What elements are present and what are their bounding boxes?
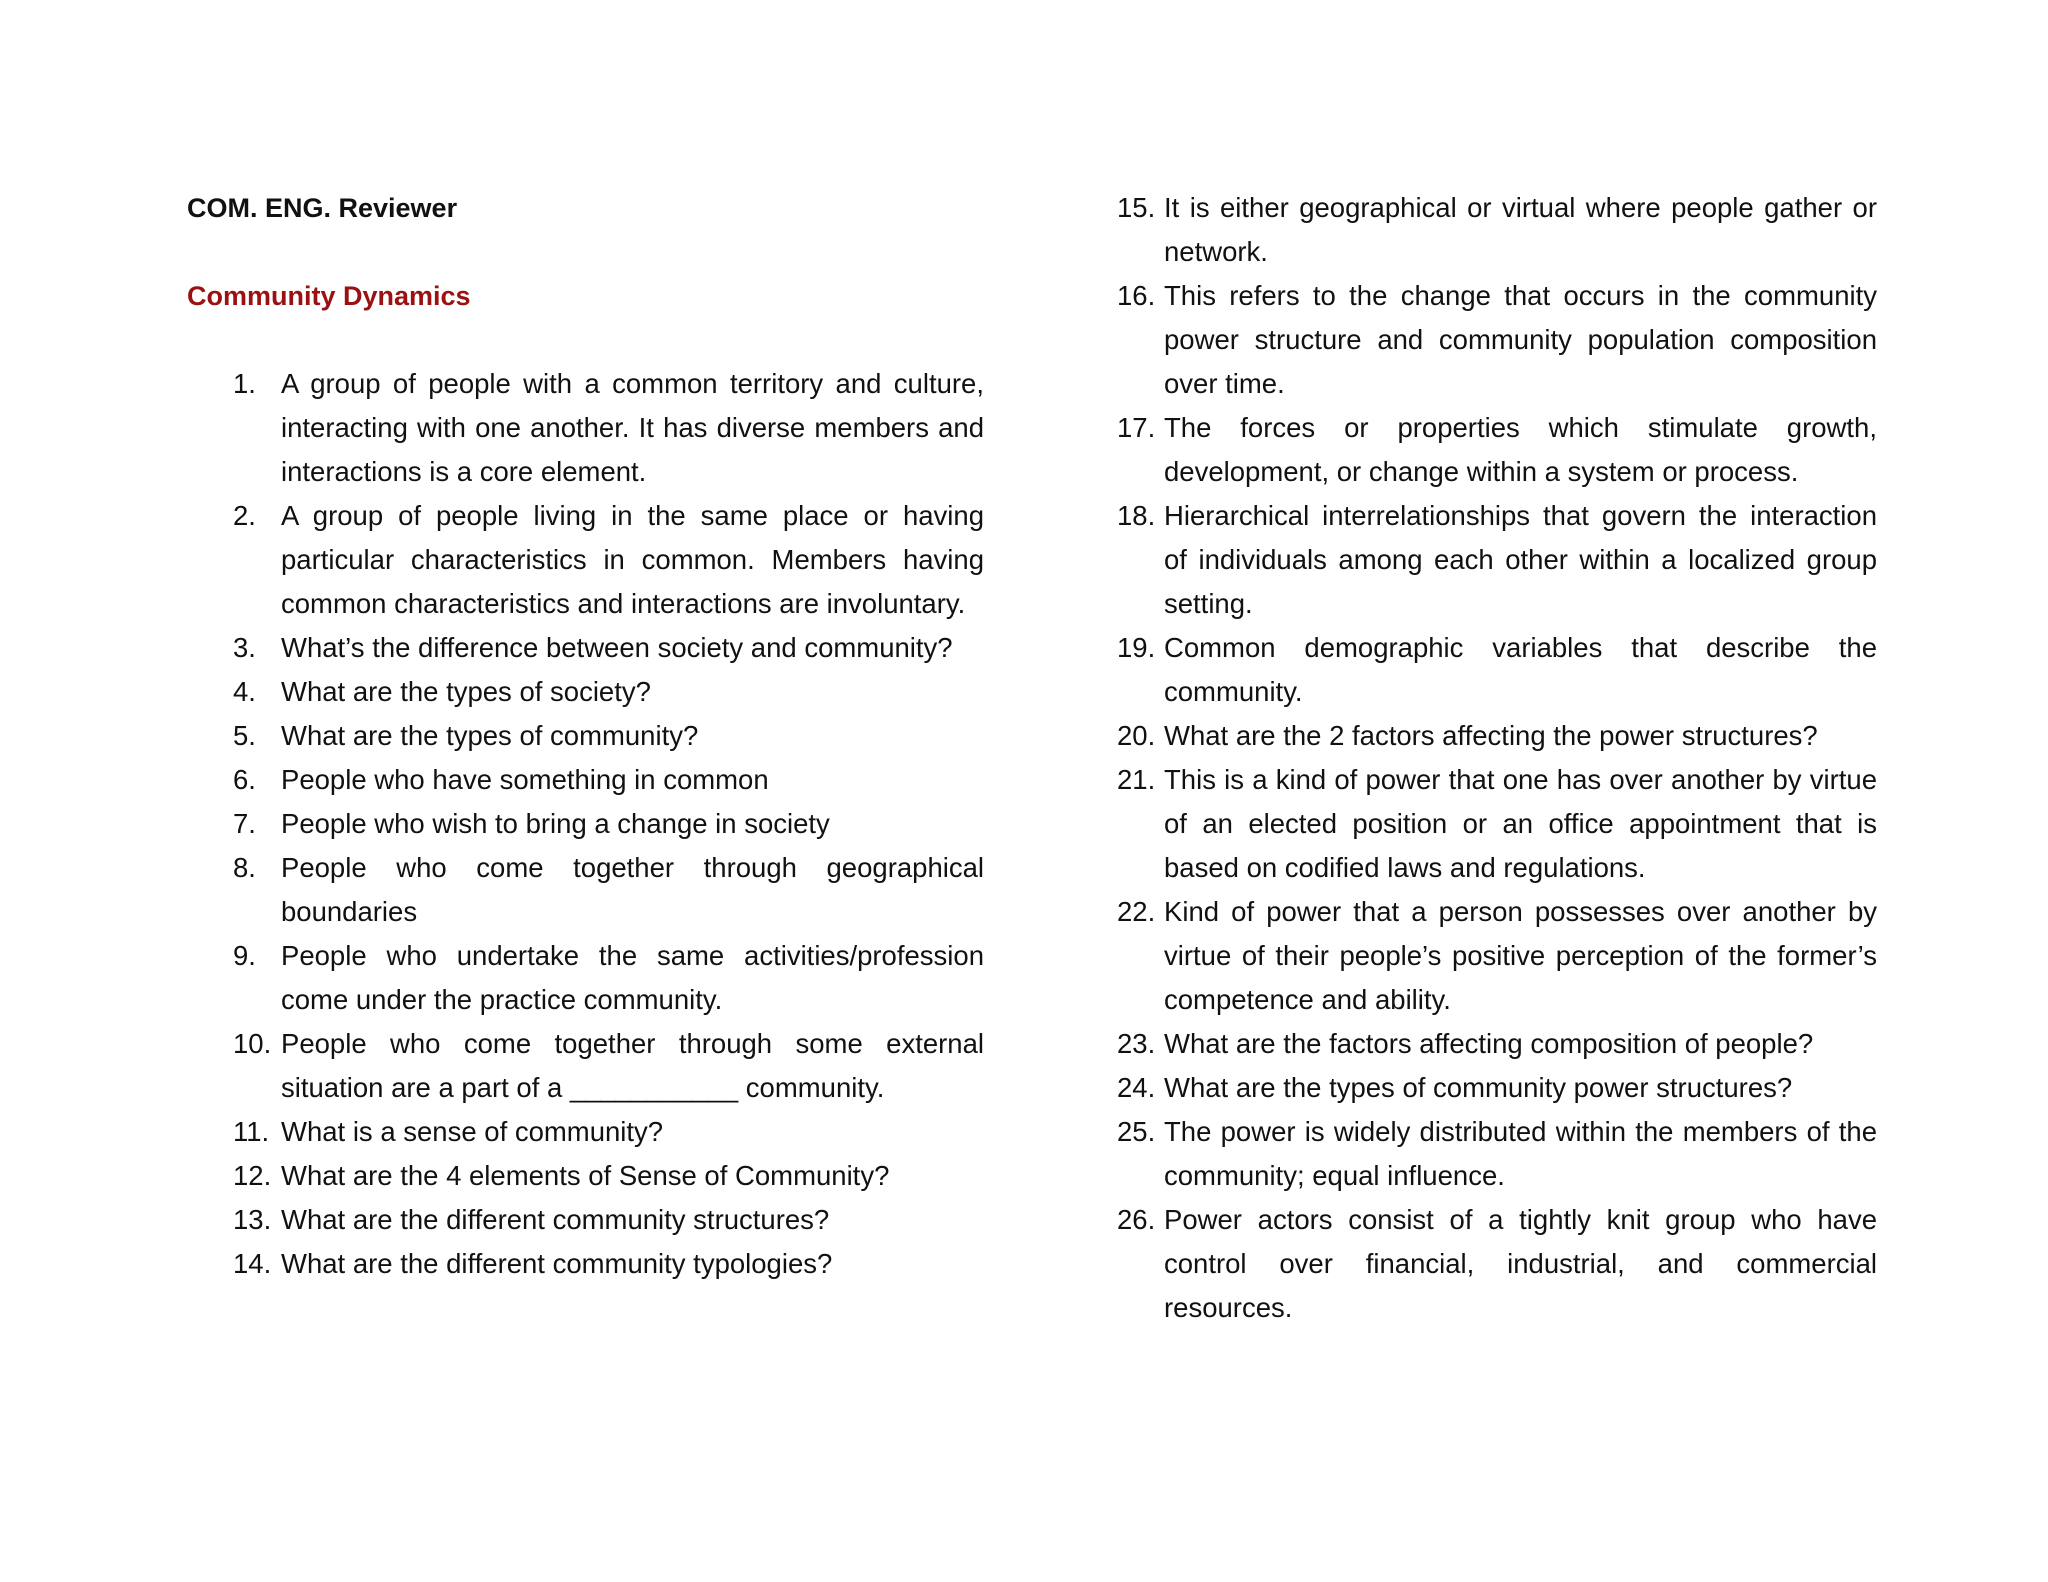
- question-number: 24.: [1117, 1072, 1156, 1103]
- question-text: People who wish to bring a change in society: [281, 808, 830, 839]
- question-number: 10.: [233, 1028, 272, 1059]
- question-item: [1117, 1110, 1877, 1198]
- section-heading: Community Dynamics: [187, 281, 471, 311]
- question-item: [1117, 1198, 1877, 1330]
- question-number: 19.: [1117, 632, 1156, 663]
- question-list-left: [187, 362, 984, 1286]
- question-item: [187, 626, 984, 670]
- question-item: [187, 758, 984, 802]
- question-text: What’s the difference between society and community?: [281, 632, 953, 663]
- question-number: 21.: [1117, 764, 1156, 795]
- question-number: 5.: [233, 720, 256, 751]
- question-item: [187, 1198, 984, 1242]
- question-text: People who come together through some external situation are a part of a ___________ community.: [281, 1028, 984, 1103]
- question-text: What is a sense of community?: [281, 1116, 664, 1147]
- question-number: 3.: [233, 632, 256, 663]
- question-text: What are the types of community power structures?: [1164, 1072, 1793, 1103]
- question-text: What are the factors affecting composition of people?: [1164, 1028, 1814, 1059]
- question-number: 7.: [233, 808, 256, 839]
- question-item: [187, 802, 984, 846]
- question-item: [187, 1022, 984, 1110]
- question-item: [1117, 274, 1877, 406]
- question-number: 22.: [1117, 896, 1156, 927]
- question-text: People who have something in common: [281, 764, 769, 795]
- question-item: [1117, 714, 1877, 758]
- question-text: Kind of power that a person possesses over another by virtue of their people’s positive perception of the former’s competence and ability.: [1164, 896, 1877, 1015]
- question-number: 17.: [1117, 412, 1156, 443]
- question-item: [187, 934, 984, 1022]
- question-item: [1117, 186, 1877, 274]
- question-number: 26.: [1117, 1204, 1156, 1235]
- question-item: [1117, 1066, 1877, 1110]
- question-text: What are the 4 elements of Sense of Community?: [281, 1160, 890, 1191]
- question-item: [187, 1110, 984, 1154]
- question-number: 1.: [233, 368, 256, 399]
- question-list-right: [1117, 186, 1877, 1330]
- question-number: 9.: [233, 940, 256, 971]
- document-title: COM. ENG. Reviewer: [187, 193, 458, 223]
- question-item: [187, 670, 984, 714]
- question-item: [1117, 1022, 1877, 1066]
- question-text: What are the 2 factors affecting the power structures?: [1164, 720, 1818, 751]
- question-text: A group of people living in the same place or having particular characteristics in common. Members having common characteristics and interactions are involuntary.: [281, 500, 984, 619]
- question-item: [1117, 494, 1877, 626]
- question-number: 15.: [1117, 192, 1156, 223]
- question-number: 14.: [233, 1248, 272, 1279]
- question-text: What are the types of society?: [281, 676, 651, 707]
- question-item: [1117, 890, 1877, 1022]
- question-text: Power actors consist of a tightly knit group who have control over financial, industrial, and commercial resources.: [1164, 1204, 1877, 1323]
- question-text: It is either geographical or virtual where people gather or network.: [1164, 192, 1877, 267]
- right-column: [1117, 186, 1877, 1330]
- question-text: This is a kind of power that one has over another by virtue of an elected position or an office appointment that is based on codified laws and regulations.: [1164, 764, 1877, 883]
- question-item: [1117, 406, 1877, 494]
- question-item: [187, 494, 984, 626]
- question-number: 25.: [1117, 1116, 1156, 1147]
- question-item: [187, 1242, 984, 1286]
- question-text: Hierarchical interrelationships that govern the interaction of individuals among each other within a localized group setting.: [1164, 500, 1877, 619]
- question-text: The forces or properties which stimulate growth, development, or change within a system or process.: [1164, 412, 1877, 487]
- question-item: [187, 362, 984, 494]
- question-number: 16.: [1117, 280, 1156, 311]
- question-text: The power is widely distributed within the members of the community; equal influence.: [1164, 1116, 1877, 1191]
- question-text: Common demographic variables that describe the community.: [1164, 632, 1877, 707]
- question-number: 12.: [233, 1160, 272, 1191]
- question-item: [1117, 758, 1877, 890]
- question-number: 13.: [233, 1204, 272, 1235]
- question-number: 6.: [233, 764, 256, 795]
- question-number: 2.: [233, 500, 256, 531]
- question-item: [187, 846, 984, 934]
- left-column: [187, 186, 984, 1286]
- question-text: People who undertake the same activities/profession come under the practice community.: [281, 940, 984, 1015]
- question-item: [1117, 626, 1877, 714]
- question-number: 4.: [233, 676, 256, 707]
- question-number: 8.: [233, 852, 256, 883]
- question-text: A group of people with a common territory and culture, interacting with one another. It has diverse members and interactions is a core element.: [281, 368, 984, 487]
- question-item: [187, 1154, 984, 1198]
- question-text: What are the different community typologies?: [281, 1248, 833, 1279]
- question-item: [187, 714, 984, 758]
- question-text: What are the types of community?: [281, 720, 699, 751]
- question-number: 20.: [1117, 720, 1156, 751]
- question-number: 18.: [1117, 500, 1156, 531]
- question-text: What are the different community structures?: [281, 1204, 830, 1235]
- question-text: People who come together through geographical boundaries: [281, 852, 984, 927]
- question-number: 23.: [1117, 1028, 1156, 1059]
- question-text: This refers to the change that occurs in the community power structure and community population composition over time.: [1164, 280, 1877, 399]
- question-number: 11.: [233, 1116, 270, 1147]
